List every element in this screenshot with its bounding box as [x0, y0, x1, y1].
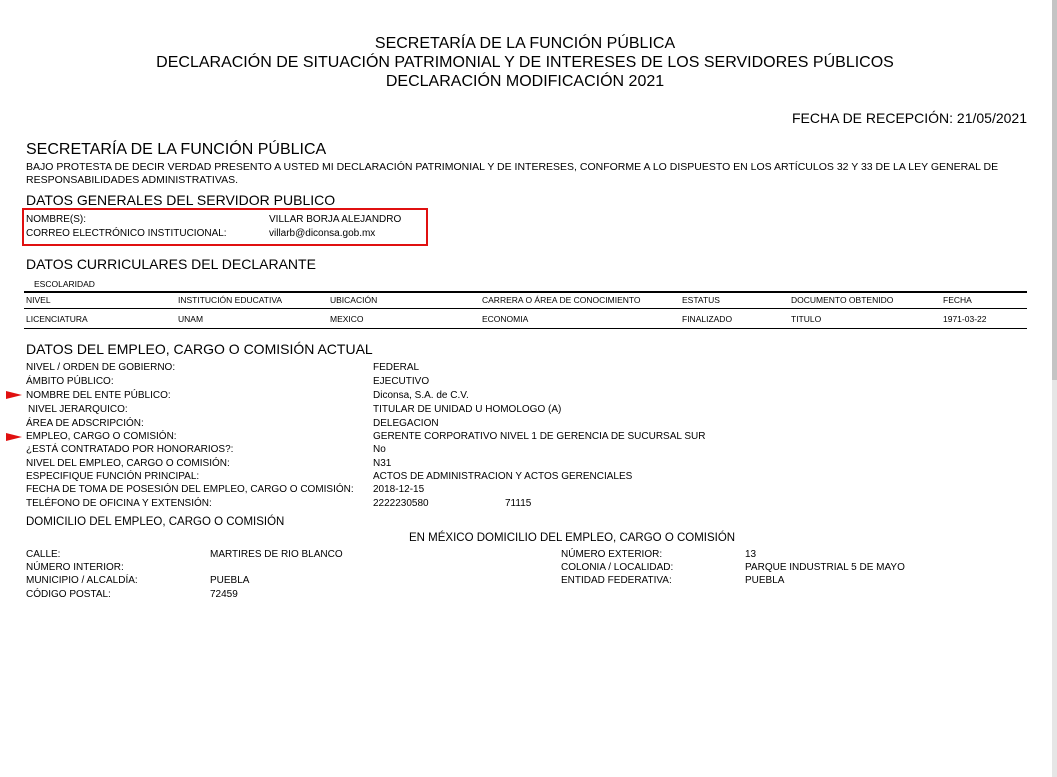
- address-subtitle: EN MÉXICO DOMICILIO DEL EMPLEO, CARGO O COMISIÓN: [409, 532, 736, 544]
- table-header-rule: [24, 308, 1027, 309]
- column-header: INSTITUCIÓN EDUCATIVA: [178, 295, 283, 305]
- table-cell: 1971-03-22: [943, 314, 987, 324]
- document-title-line-1: SECRETARÍA DE LA FUNCIÓN PÚBLICA: [374, 35, 676, 52]
- email-label: CORREO ELECTRÓNICO INSTITUCIONAL:: [26, 228, 227, 239]
- exterior-number-value: 13: [745, 549, 757, 560]
- employment-field-value: 2018-12-15: [373, 484, 425, 495]
- column-header: DOCUMENTO OBTENIDO: [791, 295, 894, 305]
- employment-field-label: ESPECIFIQUE FUNCIÓN PRINCIPAL:: [26, 471, 200, 482]
- municipality-value: PUEBLA: [210, 575, 250, 586]
- table-cell: FINALIZADO: [682, 314, 733, 324]
- phone-extension: 71115: [505, 498, 532, 509]
- reception-date: FECHA DE RECEPCIÓN: 21/05/2021: [792, 110, 1027, 126]
- education-subtitle: ESCOLARIDAD: [34, 279, 95, 289]
- employment-field-value: DELEGACION: [373, 418, 439, 429]
- employment-field-value: No: [373, 444, 386, 455]
- employment-field-value: EJECUTIVO: [373, 376, 430, 387]
- section-title-address: DOMICILIO DEL EMPLEO, CARGO O COMISIÓN: [26, 516, 285, 528]
- neighborhood-label: COLONIA / LOCALIDAD:: [561, 562, 674, 573]
- employment-field-label: EMPLEO, CARGO O COMISIÓN:: [26, 431, 177, 442]
- employment-field-label: ¿ESTÁ CONTRATADO POR HONORARIOS?:: [26, 444, 234, 455]
- column-header: NIVEL: [26, 295, 51, 305]
- employment-field-label: ÁREA DE ADSCRIPCIÓN:: [26, 418, 144, 429]
- employment-field-label: NIVEL / ORDEN DE GOBIERNO:: [26, 362, 176, 373]
- street-label: CALLE:: [26, 549, 61, 560]
- employment-field-value: TITULAR DE UNIDAD U HOMOLOGO (A): [373, 404, 562, 415]
- employment-field-value: ACTOS DE ADMINISTRACION Y ACTOS GERENCIALES: [373, 471, 633, 482]
- employment-field-value: N31: [373, 458, 392, 469]
- employment-field-value: GERENTE CORPORATIVO NIVEL 1 DE GERENCIA DE SUCURSAL SUR: [373, 431, 706, 442]
- state-value: PUEBLA: [745, 575, 785, 586]
- agency-name: SECRETARÍA DE LA FUNCIÓN PÚBLICA: [26, 141, 327, 158]
- employment-field-value: Diconsa, S.A. de C.V.: [373, 390, 469, 401]
- table-cell: UNAM: [178, 314, 204, 324]
- name-label: NOMBRE(S):: [26, 214, 86, 225]
- table-top-rule: [24, 291, 1027, 293]
- employment-field-label: FECHA DE TOMA DE POSESIÓN DEL EMPLEO, CARGO O COMISIÓN:: [26, 484, 354, 495]
- employment-field-value: 2222230580: [373, 498, 429, 509]
- column-header: CARRERA O ÁREA DE CONOCIMIENTO: [482, 295, 641, 305]
- section-title-general-data: DATOS GENERALES DEL SERVIDOR PUBLICO: [26, 192, 336, 208]
- oath-statement: BAJO PROTESTA DE DECIR VERDAD PRESENTO A USTED MI DECLARACIÓN PATRIMONIAL Y DE INTERESES, CONFORME A LO DISPUESTO EN LOS ARTÍCULOS 32 Y 33 DE LA LEY GENERAL DE RESPONSABILIDADES ADMINISTRATIVAS.: [26, 161, 999, 186]
- section-title-curricular: DATOS CURRICULARES DEL DECLARANTE: [26, 256, 316, 272]
- table-bottom-rule: [24, 328, 1027, 329]
- interior-number-label: NÚMERO INTERIOR:: [26, 562, 124, 573]
- table-cell: TITULO: [791, 314, 822, 324]
- employment-field-label: TELÉFONO DE OFICINA Y EXTENSIÓN:: [26, 498, 212, 509]
- column-header: ESTATUS: [682, 295, 720, 305]
- postal-code-value: 72459: [210, 589, 238, 600]
- name-value: VILLAR BORJA ALEJANDRO: [269, 214, 402, 225]
- table-cell: ECONOMIA: [482, 314, 529, 324]
- employment-field-label: NIVEL DEL EMPLEO, CARGO O COMISIÓN:: [26, 458, 230, 469]
- employment-field-label: NOMBRE DEL ENTE PÚBLICO:: [26, 390, 171, 401]
- document-title-line-2: DECLARACIÓN DE SITUACIÓN PATRIMONIAL Y DE INTERESES DE LOS SERVIDORES PÚBLICOS: [156, 54, 894, 71]
- postal-code-label: CÓDIGO POSTAL:: [26, 589, 111, 600]
- table-cell: MEXICO: [330, 314, 364, 324]
- red-arrow-marker: [6, 391, 22, 399]
- employment-field-label: ÁMBITO PÚBLICO:: [26, 376, 114, 387]
- employment-field-value: FEDERAL: [373, 362, 420, 373]
- email-value: villarb@diconsa.gob.mx: [269, 228, 376, 239]
- table-cell: LICENCIATURA: [26, 314, 88, 324]
- employment-field-label: NIVEL JERARQUICO:: [28, 404, 128, 415]
- document-title-line-3: DECLARACIÓN MODIFICACIÓN 2021: [385, 73, 665, 90]
- state-label: ENTIDAD FEDERATIVA:: [561, 575, 672, 586]
- exterior-number-label: NÚMERO EXTERIOR:: [561, 549, 663, 560]
- red-arrow-marker: [6, 433, 22, 441]
- column-header: FECHA: [943, 295, 972, 305]
- column-header: UBICACIÓN: [330, 295, 378, 305]
- neighborhood-value: PARQUE INDUSTRIAL 5 DE MAYO: [745, 562, 905, 573]
- street-value: MARTIRES DE RIO BLANCO: [210, 549, 343, 560]
- section-title-employment: DATOS DEL EMPLEO, CARGO O COMISIÓN ACTUAL: [26, 341, 373, 357]
- scrollbar-thumb[interactable]: [1052, 0, 1057, 380]
- municipality-label: MUNICIPIO / ALCALDÍA:: [26, 575, 138, 586]
